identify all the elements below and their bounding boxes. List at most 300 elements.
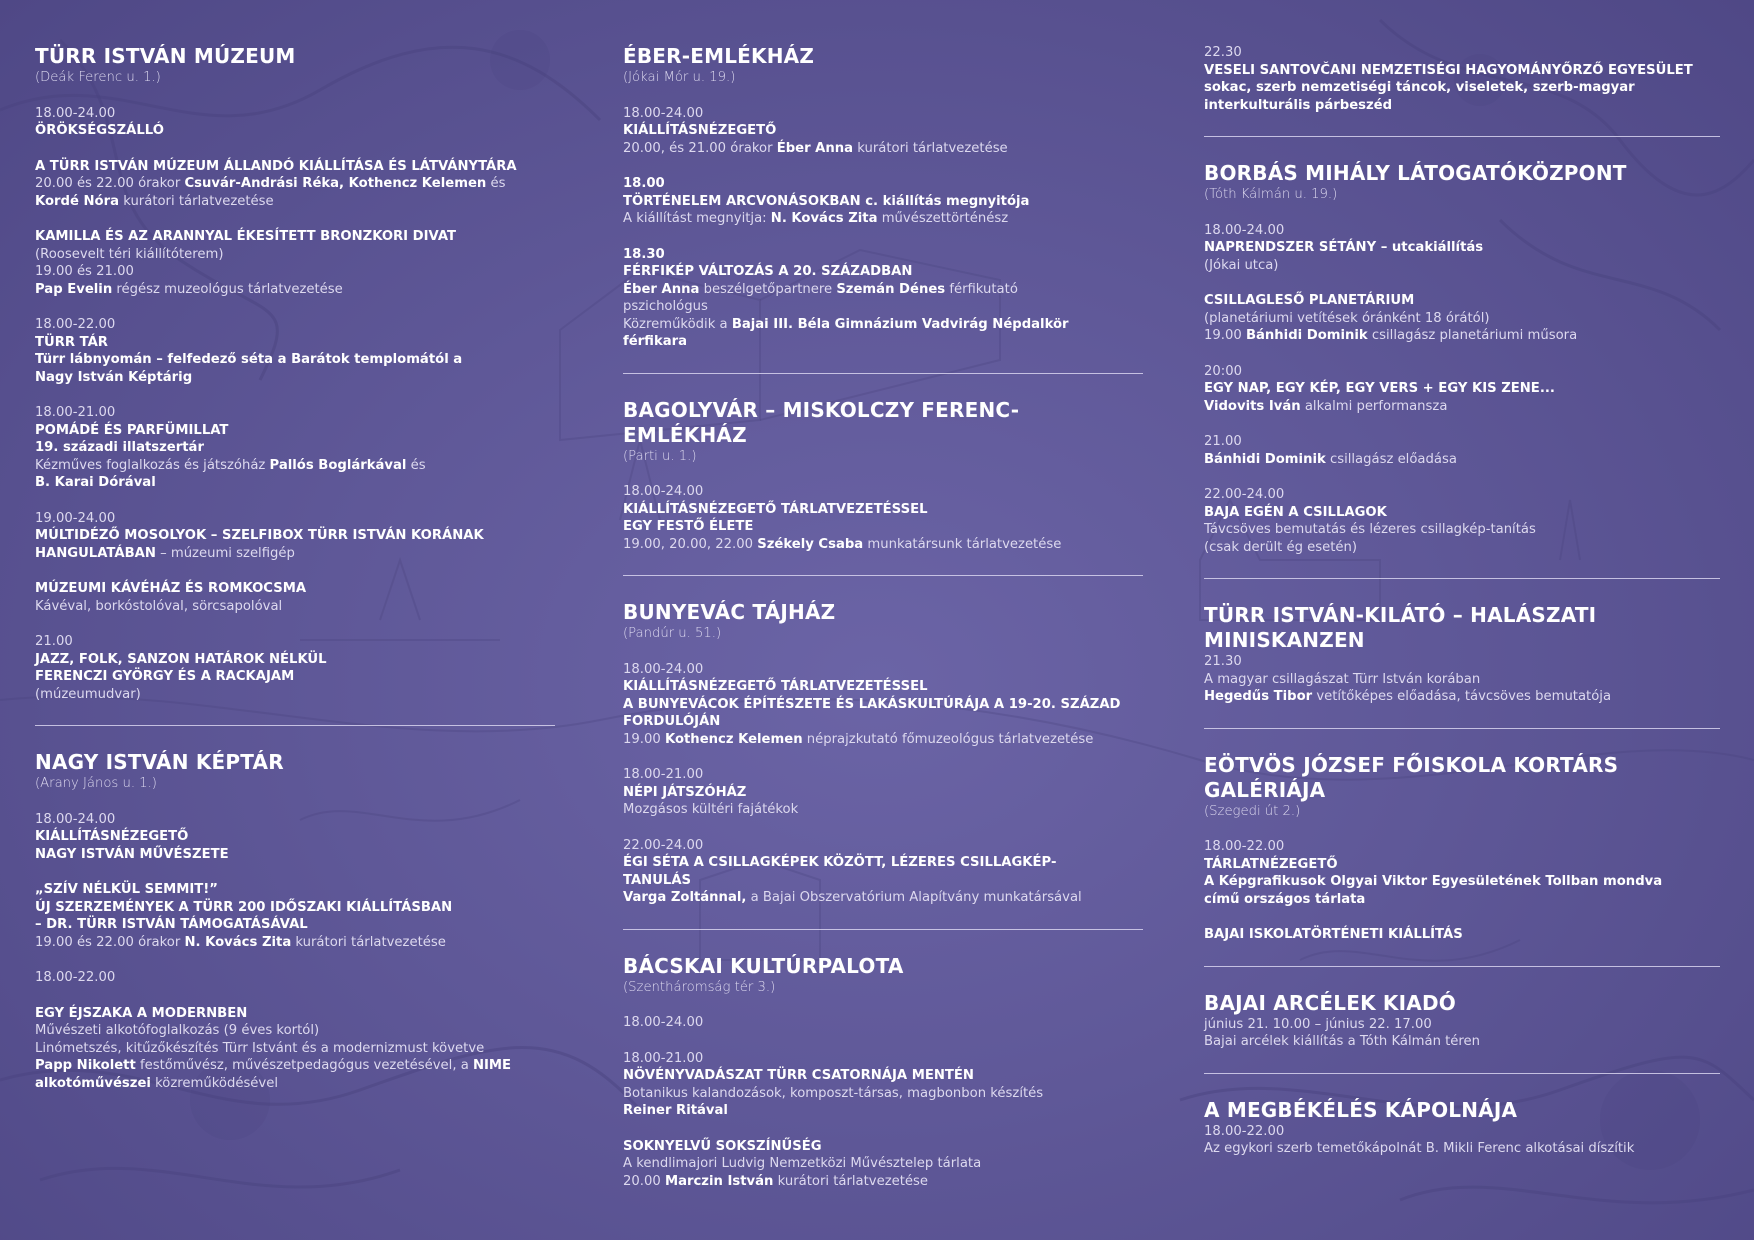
event-line [1204,688,1720,706]
event-line [35,316,555,334]
event-text-bold: Marczin István [664,1173,774,1189]
event-text-bold: NÉPI JÁTSZÓHÁZ [623,784,747,800]
event-item [623,175,1143,228]
event-line [1204,292,1720,310]
event-text-bold: A BUNYEVÁCOK ÉPÍTÉSZETE ÉS LAKÁSKULTÚRÁJA A 19-20. SZÁZAD [623,696,1121,712]
event-text-bold: NIME [472,1058,512,1073]
event-text: a Bajai Obszervatórium Alapítvány munkatársával [746,890,1082,905]
event-text: 18.00-21.00 [623,1050,704,1066]
venue-section [623,954,1143,1191]
event-line [623,518,1143,536]
event-item [623,1050,1143,1120]
event-line [1204,97,1720,115]
event-line [623,678,1143,696]
event-line [35,1057,555,1075]
event-text-bold: című országos tárlata [1204,891,1366,907]
section-divider [623,373,1143,374]
event-line [35,122,555,140]
event-line [35,651,555,669]
event-item [35,1005,555,1093]
event-item [35,580,555,615]
event-line [35,158,555,176]
event-line [35,1075,555,1093]
event-item [623,105,1143,158]
venue-address: (Pandúr u. 51.) [623,626,722,641]
event-text: Művészeti alkotófoglalkozás (9 éves kortól) [35,1023,320,1038]
event-text: 19.00 [1204,328,1246,343]
event-item [35,105,555,140]
event-text-bold: 19. századi illatszertár [35,440,204,455]
event-item [1204,222,1720,275]
event-item [623,837,1143,907]
event-text: kurátori tárlatvezetése [773,1173,929,1189]
event-line [35,228,555,246]
venue-address: (Jókai Mór u. 19.) [623,70,736,85]
event-line [1204,504,1720,522]
event-text: 19.00 és 21.00 [35,264,134,279]
venue-title: NAGY ISTVÁN KÉPTÁR [35,750,284,774]
event-line [623,784,1143,802]
event-text-bold: Bánhidi Dominik [1204,451,1326,467]
event-text-bold: FERENCZI GYÖRGY ÉS A RACKAJAM [35,669,295,684]
event-text: 21.00 [1204,434,1242,449]
event-text: június 21. 10.00 – június 22. 17.00 [1204,1016,1432,1032]
section-divider [1204,966,1720,967]
event-item [35,969,555,987]
event-text: és [486,176,506,191]
event-text: 22.30 [1204,45,1242,60]
event-line [35,351,555,369]
event-line [35,175,555,193]
event-text: Linómetszés, kitűzőkészítés Türr Istvánt és a modernizmust követve [35,1040,485,1056]
event-text-bold: Vidovits Iván [1204,398,1301,414]
event-line [35,281,555,299]
event-line [1204,653,1720,671]
event-line [1204,257,1720,275]
event-item [623,661,1143,749]
venue-section [1204,161,1720,556]
event-item [623,246,1143,351]
event-text: – múzeumi szelfigép [155,545,295,561]
event-line [623,193,1143,211]
event-text: 18.00-22.00 [35,970,116,985]
section-divider [623,575,1143,576]
event-text-bold: TÜRR TÁR [35,334,108,350]
event-text: 18.00-24.00 [623,105,704,121]
event-line [623,696,1143,714]
event-text-bold: Szemán Dénes [836,281,946,297]
event-text-bold: EGY ÉJSZAKA A MODERNBEN [35,1005,248,1021]
event-text: művészettörténész [877,211,1009,226]
event-text-bold: interkulturális párbeszéd [1204,97,1393,113]
event-text: A kendlimajori Ludvig Nemzetközi Művésztelep tárlata [623,1156,982,1171]
event-line [1204,539,1720,557]
event-text-bold: TÖRTÉNELEM ARCVONÁSOKBAN c. kiállítás megnyitója [623,193,1030,209]
event-line [35,899,555,917]
event-text-bold: BAJAI ISKOLATÖRTÉNETI KIÁLLÍTÁS [1204,927,1463,942]
event-text: és [406,457,426,473]
event-text-bold: MÚLTIDÉZŐ MOSOLYOK – SZELFIBOX TÜRR ISTVÁN KORÁNAK [35,528,484,543]
event-text-bold: alkotóművészei [35,1075,151,1091]
event-item [1204,1123,1720,1158]
event-line [35,969,555,987]
event-line [35,598,555,616]
event-line [35,1022,555,1040]
event-item [1204,1016,1720,1051]
event-line [1204,671,1720,689]
event-line [623,713,1143,731]
event-text-bold: ÉGI SÉTA A CSILLAGKÉPEK KÖZÖTT, LÉZERES CSILLAGKÉP- [623,855,1057,870]
event-text: Kézműves foglalkozás és játszóház [35,457,270,473]
event-line [1204,856,1720,874]
event-text: (planetáriumi vetítések óránként 18 órától) [1204,310,1490,326]
event-line [35,881,555,899]
event-line [35,668,555,686]
event-text-bold: N. Kovács Zita [184,934,292,950]
event-text-bold: NAGY ISTVÁN MŰVÉSZETE [35,846,229,862]
event-text: 18.00-24.00 [623,484,704,499]
event-text-bold: Bajai III. Béla Gimnázium Vadvirág Népdalkör [731,316,1069,332]
event-line [35,686,555,704]
event-line [1204,398,1720,416]
event-line [35,404,555,422]
event-line [1204,891,1720,909]
event-item [623,483,1143,553]
event-text: 21.30 [1204,654,1242,669]
venue-title: BÁCSKAI KULTÚRPALOTA [623,953,904,978]
event-line [35,527,555,545]
event-line [1204,79,1720,97]
section-divider [1204,578,1720,579]
event-text: 20.00, és 21.00 órakor [623,140,777,156]
event-text: kurátori tárlatvezetése [853,140,1008,156]
section-divider [35,725,555,726]
event-text: Kávéval, borkóstolóval, sörcsapolóval [35,598,283,614]
event-line [623,140,1143,158]
event-line [1204,1016,1720,1034]
event-text: beszélgetőpartnere [699,281,837,297]
event-item [1204,44,1720,114]
event-line [1204,363,1720,381]
event-text: kurátori tárlatvezetése [119,193,274,209]
event-text-bold: EGY NAP, EGY KÉP, EGY VERS + EGY KIS ZENE... [1204,381,1555,396]
event-text: 18.00-24.00 [35,811,116,827]
event-line [1204,239,1720,257]
event-text-bold: Pap Evelin [35,281,113,297]
event-item [35,633,555,703]
event-text: Bajai arcélek kiállítás a Tóth Kálmán téren [1204,1034,1481,1049]
event-line [623,246,1143,264]
event-text: 20.00 és 22.00 órakor [35,176,185,191]
event-item [1204,433,1720,468]
section-divider [1204,1073,1720,1074]
event-line [35,263,555,281]
event-text-bold: Hegedűs Tibor [1204,689,1313,704]
section-divider [623,929,1143,930]
event-text-bold: N. Kovács Zita [770,211,878,226]
event-line [623,175,1143,193]
event-line [35,105,555,123]
event-line [623,872,1143,890]
event-line [35,916,555,934]
event-text-bold: SOKNYELVŰ SOKSZÍNŰSÉG [623,1138,822,1154]
venue-section [35,750,555,1092]
event-text-bold: EGY FESTŐ ÉLETE [623,519,754,534]
event-text-bold: B. Karai Dórával [35,475,156,490]
event-line [623,1050,1143,1068]
event-text-bold: – DR. TÜRR ISTVÁN TÁMOGATÁSÁVAL [35,917,308,932]
event-text: 18.00-21.00 [623,767,704,782]
event-line [35,1005,555,1023]
event-text-bold: Éber Anna [776,140,854,156]
event-text: (múzeumudvar) [35,686,141,702]
event-line [623,483,1143,501]
event-line [623,1173,1143,1191]
event-line [623,210,1143,228]
event-line [1204,433,1720,451]
venue-title: BAJAI ARCÉLEK KIADÓ [1204,990,1456,1015]
venue-section [35,44,555,703]
event-item [1204,292,1720,345]
venue-address: (Arany János u. 1.) [35,776,157,791]
event-text-bold: Kothencz Kelemen [664,731,803,747]
event-line [623,889,1143,907]
event-text-bold: Székely Csaba [757,536,864,552]
event-text: (Jókai utca) [1204,257,1279,273]
event-line [35,369,555,387]
event-line [35,474,555,492]
event-text: A kiállítást megnyitja: [623,211,771,226]
event-item [623,1138,1143,1191]
event-line [1204,486,1720,504]
column-2 [623,44,1143,1208]
event-text: csillagász előadása [1325,451,1457,467]
event-text: Közreműködik a [623,316,732,332]
event-line [623,1014,1143,1032]
event-text: 18.00-22.00 [1204,1123,1285,1139]
column-1 [35,44,555,1110]
event-line [623,263,1143,281]
event-line [623,801,1143,819]
event-text-bold: KIÁLLÍTÁSNÉZEGETŐ TÁRLATVEZETÉSSEL [623,679,928,694]
section-divider [1204,136,1720,137]
event-item [1204,486,1720,556]
event-line [1204,380,1720,398]
event-text: régész muzeológus tárlatvezetése [112,281,343,297]
event-text-bold: NÖVÉNYVADÁSZAT TÜRR CSATORNÁJA MENTÉN [623,1068,974,1083]
event-item [1204,838,1720,908]
event-text: Mozgásos kültéri fajátékok [623,802,799,817]
event-line [35,422,555,440]
event-item [623,766,1143,819]
event-item [35,811,555,864]
event-text-bold: ÚJ SZERZEMÉNYEK A TÜRR 200 IDŐSZAKI KIÁLLÍTÁSBAN [35,899,453,915]
event-line [1204,222,1720,240]
event-text-bold: sokac, szerb nemzetiségi táncok, viseletek, szerb-magyar [1204,80,1635,95]
venue-address: (Tóth Kálmán u. 19.) [1204,187,1338,202]
event-text: 18.00-24.00 [623,661,704,677]
event-text: 18.00-24.00 [1204,222,1285,238]
event-text-bold: Papp Nikolett [35,1058,136,1073]
event-text-bold: MÚZEUMI KÁVÉHÁZ ÉS ROMKOCSMA [35,581,307,596]
event-text-bold: Türr lábnyomán – felfedező séta a Barátok templomától a [35,352,463,367]
event-line [35,510,555,528]
event-line [623,298,1143,316]
event-line [1204,62,1720,80]
event-line [623,536,1143,554]
event-item [1204,653,1720,706]
event-text-bold: ÖRÖKSÉGSZÁLLÓ [35,123,164,138]
venue-address: (Parti u. 1.) [623,448,697,464]
event-text: 18.00-24.00 [35,105,116,121]
event-line [623,122,1143,140]
event-line [35,439,555,457]
event-text: 18.00-21.00 [35,405,116,420]
venue-section [1204,44,1720,114]
event-line [1204,873,1720,891]
event-text-bold: „SZÍV NÉLKÜL SEMMIT!” [35,882,218,897]
event-line [35,633,555,651]
event-line [35,193,555,211]
event-line [1204,44,1720,62]
event-line [35,246,555,264]
event-text: (csak derült ég esetén) [1204,539,1358,555]
event-text: Botanikus kalandozások, komposzt-társas, magbonbon készítés [623,1085,1044,1101]
event-line [1204,838,1720,856]
event-text: (Roosevelt téri kiállítóterem) [35,246,224,262]
event-line [1204,521,1720,539]
event-text: 22.00-24.00 [1204,487,1285,502]
event-text-bold: FÉRFIKÉP VÁLTOZÁS A 20. SZÁZADBAN [623,264,913,279]
event-item [623,1014,1143,1032]
event-line [35,828,555,846]
venue-title: TÜRR ISTVÁN-KILÁTÓ – HALÁSZATI MINISKANZEN [1204,603,1597,652]
venue-section [1204,991,1720,1051]
event-item [35,510,555,563]
event-text: 18.00-22.00 [35,317,116,332]
venue-section [623,44,1143,351]
event-text-bold: TANULÁS [623,872,692,888]
event-text-bold: KIÁLLÍTÁSNÉZEGETŐ [623,123,777,138]
event-text-bold: 18.00 [623,176,665,191]
venue-title: A MEGBÉKÉLÉS KÁPOLNÁJA [1204,1097,1518,1122]
event-text: festőművész, művészetpedagógus vezetésével, a [135,1058,473,1073]
event-text-bold: KIÁLLÍTÁSNÉZEGETŐ [35,829,189,844]
event-text-bold: 18.30 [623,246,665,262]
venue-title: TÜRR ISTVÁN MÚZEUM [35,44,296,68]
event-text: közreműködésével [150,1075,279,1091]
event-line [623,1102,1143,1120]
venue-section [1204,603,1720,706]
event-text-bold: TÁRLATNÉZEGETŐ [1204,856,1338,872]
event-line [623,1138,1143,1156]
event-line [1204,1123,1720,1141]
venue-address: (Szegedi út 2.) [1204,803,1301,819]
event-text: férfikutató [945,281,1018,297]
event-text-bold: CSILLAGLESŐ PLANETÁRIUM [1204,293,1415,308]
event-item [35,158,555,211]
event-line [1204,1140,1720,1158]
venue-title: BUNYEVÁC TÁJHÁZ [623,600,836,624]
event-text: Az egykori szerb temetőkápolnát B. Mikli Ferenc alkotásai díszítik [1204,1141,1635,1156]
event-text-bold: KIÁLLÍTÁSNÉZEGETŐ TÁRLATVEZETÉSSEL [623,501,928,517]
event-line [623,837,1143,855]
event-text: 18.00-22.00 [1204,839,1285,854]
event-text-bold: Pallós Boglárkával [269,457,407,473]
event-line [35,457,555,475]
event-line [623,661,1143,679]
event-line [623,1085,1143,1103]
event-item [35,228,555,298]
event-text-bold: BAJA EGÉN A CSILLAGOK [1204,504,1387,520]
event-text-bold: Bánhidi Dominik [1245,328,1368,343]
event-text: csillagász planetáriumi műsora [1367,328,1578,343]
event-line [623,1155,1143,1173]
event-line [623,766,1143,784]
section-divider [1204,728,1720,729]
event-text-bold: Varga Zoltánnal, [623,890,747,905]
event-text: 22.00-24.00 [623,837,704,853]
event-text-bold: JAZZ, FOLK, SANZON HATÁROK NÉLKÜL [35,651,327,667]
venue-section [1204,753,1720,944]
event-text: 21.00 [35,634,73,649]
event-line [623,333,1143,351]
event-item [1204,926,1720,944]
event-text-bold: A TÜRR ISTVÁN MÚZEUM ÁLLANDÓ KIÁLLÍTÁSA ÉS LÁTVÁNYTÁRA [35,158,517,174]
event-text: 19.00 [623,731,665,747]
event-text: 19.00 és 22.00 órakor [35,934,185,950]
event-text: Távcsöves bemutatás és lézeres csillagkép-tanítás [1204,522,1536,537]
event-line [1204,451,1720,469]
event-line [35,580,555,598]
event-line [623,316,1143,334]
venue-address: (Deák Ferenc u. 1.) [35,70,161,85]
column-3 [1204,44,1720,1176]
venue-address: (Szentháromság tér 3.) [623,979,776,995]
venue-section [623,600,1143,907]
event-line [35,811,555,829]
event-line [35,545,555,563]
event-text-bold: A Képgrafikusok Olgyai Viktor Egyesületének Tollban mondva [1204,874,1663,889]
venue-title: BORBÁS MIHÁLY LÁTOGATÓKÖZPONT [1204,161,1627,185]
event-item [35,881,555,951]
event-text-bold: KAMILLA ÉS AZ ARANNYAL ÉKESÍTETT BRONZKORI DIVAT [35,229,457,244]
event-text-bold: NAPRENDSZER SÉTÁNY – utcakiállítás [1204,240,1484,255]
event-line [35,934,555,952]
event-text-bold: férfikara [623,334,688,349]
event-text: 20.00 [623,1173,665,1189]
event-line [1204,926,1720,944]
event-text: 19.00-24.00 [35,510,116,526]
venue-title: EÖTVÖS JÓZSEF FŐISKOLA KORTÁRS GALÉRIÁJA [1204,752,1619,802]
event-line [35,1040,555,1058]
event-text-bold: Éber Anna [623,281,700,297]
event-item [1204,363,1720,416]
venue-title: BAGOLYVÁR – MISKOLCZY FERENC-EMLÉKHÁZ [623,397,1020,447]
event-text-bold: HANGULATÁBAN [35,545,156,561]
venue-section [1204,1098,1720,1158]
event-text: A magyar csillagászat Türr István korában [1204,671,1481,687]
event-line [623,731,1143,749]
event-text-bold: Nagy István Képtárig [35,369,193,385]
event-text: 19.00, 20.00, 22.00 [623,536,758,552]
event-line [35,334,555,352]
event-text-bold: FORDULÓJÁN [623,714,721,729]
event-text-bold: Reiner Ritával [623,1103,728,1118]
event-text: munkatársunk tárlatvezetése [863,536,1062,552]
event-line [623,1067,1143,1085]
event-item [35,404,555,492]
